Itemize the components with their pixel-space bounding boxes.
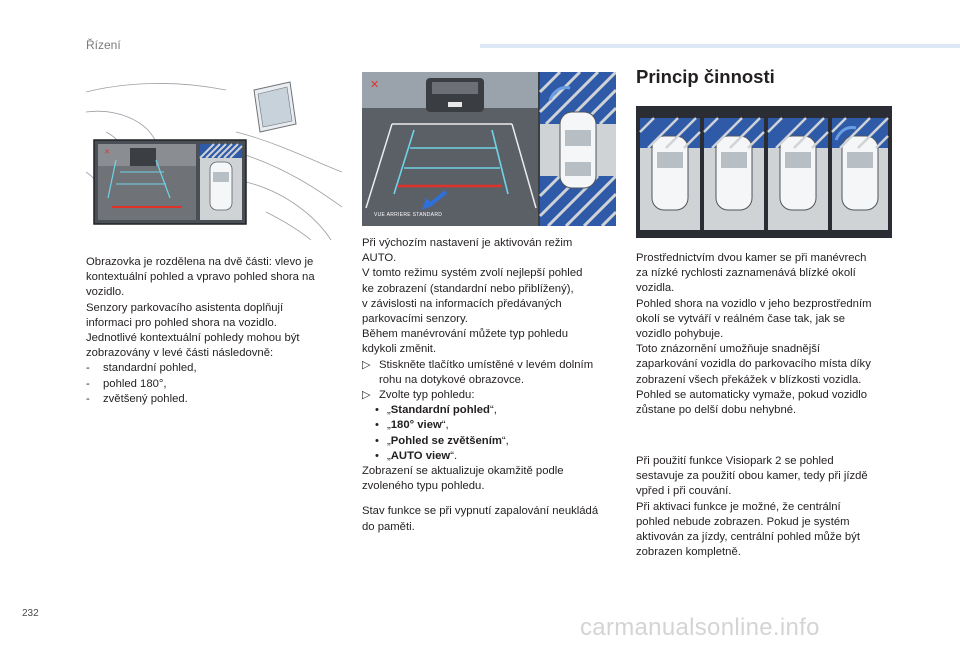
list-item: - standardní pohled, [86,361,344,376]
text-line: okolí se vytváří v reálném čase tak, jak se [636,312,846,325]
list-item: - pohled 180°, [86,377,344,392]
top-view-panel-3 [768,118,828,230]
list-item: - zvětšený pohled. [86,392,344,407]
text-line: pohled nebude zobrazen. Pokud je systém [636,515,850,528]
text-line: kdykoli změnit. [362,343,437,356]
text-line: zvoleného typu pohledu. [362,480,485,493]
text-line: vozidlo pohybuje. [636,328,724,341]
text-line: Jednotlivé kontextuální pohledy mohou být [86,332,300,345]
text-line: vpřed i při couvání. [636,485,732,498]
watermark: carmanualsonline.info [580,614,820,641]
text-line: Při výchozím nastavení je aktivován režim [362,237,573,249]
car-ahead [426,78,484,112]
instruction-arrow-icon: ▷ [362,358,371,371]
text-line: rohu na dotykové obrazovce. [379,373,525,386]
instruction-step [362,358,620,388]
text-line: Zvolte typ pohledu: [379,389,475,402]
inset-screen [94,140,246,224]
text-line: informaci pro pohled shora na vozidlo. [86,316,277,329]
text-line: vozidlo. [86,286,125,299]
text-line: zaparkování vozidla do parkovacího místa díky [636,358,871,371]
page-header-title: Řízení [86,38,121,52]
header-rule [480,44,960,48]
view-option-item: • „Pohled se zvětšením“, [362,434,620,449]
section-title: Princip činnosti [636,66,775,87]
column-left [86,255,344,407]
text-line: Během manévrování můžete typ pohledu [362,328,568,341]
text-line: zobrazovány v levé části následovně: [86,347,274,360]
text-line: ke zobrazení (standardní nebo přiblížený), [362,282,574,295]
instruction-arrow-icon: ▷ [362,389,371,402]
figure-dashboard-screen [86,72,342,240]
svg-text:✕: ✕ [104,148,110,156]
text-line: parkovacími senzory. [362,313,468,326]
text-line: Při použití funkce Visiopark 2 se pohled [636,455,834,467]
text-line: vozidla. [636,282,675,295]
text-line: Toto znázornění umožňuje snadnější [636,343,821,356]
text-line: Stav funkce se při vypnutí zapalování neukládá [362,505,599,518]
text-line: zůstane po delší dobu nehybné. [636,404,797,417]
text-line: AUTO. [362,252,397,265]
text-line: V tomto režimu systém zvolí nejlepší pohled [362,267,583,280]
text-line: Při aktivaci funkce je možné, že centrální [636,500,841,513]
text-line: zobrazení všech překážek v blízkosti vozidla. [636,373,862,386]
text-line: kontextuální pohled a vpravo pohled shora na [86,271,315,284]
text-line: za nízké rychlosti zaznamenává blízké okolí [636,267,856,280]
view-option-item: • „180° view“, [362,418,620,433]
text-line: Zobrazení se aktualizuje okamžitě podle [362,465,564,478]
text-line: Obrazovka je rozdělena na dvě části: vlevo je [86,256,314,268]
text-line: v závislosti na informacích předávaných [362,297,562,310]
top-view-panel-1 [640,118,700,230]
infotainment-screen-outline [254,82,296,132]
close-view-icon: ✕ [370,78,380,91]
text-line: Prostřednictvím dvou kamer se při manévrech [636,252,867,264]
text-line: aktivován za jízdy, centrální pohled může být [636,531,860,544]
text-line: Senzory parkovacího asistenta doplňují [86,301,284,314]
text-line: Pohled shora na vozidlo v jeho bezprostředním [636,297,872,310]
text-line: zobrazen kompletně. [636,546,741,559]
figure-top-view-sequence [636,106,892,238]
view-option-item: • „AUTO view“. [362,449,620,464]
page-number: 232 [22,608,39,619]
view-option-item: • „Standardní pohled“, [362,403,620,418]
column-right-para2 [636,454,898,560]
column-middle [362,236,620,535]
view-mode-label: VUE ARRIERE STANDARD [374,212,443,218]
text-line: sestavuje za použití obou kamer, tedy při jízdě [636,470,868,483]
column-right-para1 [636,251,898,418]
figure-reverse-camera-view [362,72,616,226]
top-view-panel-2 [704,118,764,230]
instruction-step [362,388,620,403]
text-line: Pohled se automaticky vymaže, pokud vozidlo [636,388,868,401]
text-line: do paměti. [362,520,415,533]
text-line: Stiskněte tlačítko umístěné v levém dolním [379,358,594,371]
